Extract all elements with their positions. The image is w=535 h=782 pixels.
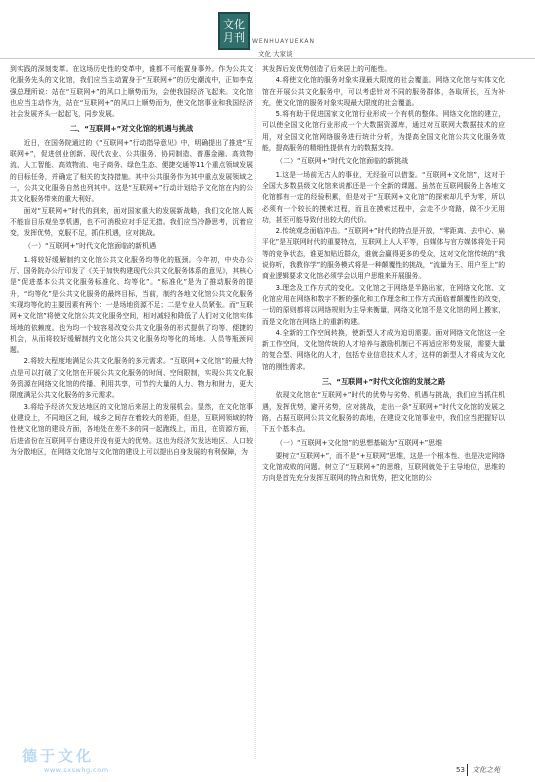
subsection-heading: （一）“互联网+文化馆”的思想基础为“互联网+”思维 <box>276 438 443 447</box>
body-paragraph: 近日，在国务院通过的《“互联网+”行动指导意见》中，明确提出了推进“互联网+”，促进创业创新、现代农业、公共服务、协同制造、普惠金融、高效物流、人工智能、高效物流、电子商务、绿色生态、便捷交通等11个重点领域发展的目标任务，并确定了相关的支持措施。其中公共服务作为其中重点发展领域之一，公共文化服务自然也列其中。这是“互联网+”行动计划给予文化馆在内的公共文化服务带来的重大利好。 <box>10 138 253 204</box>
body-paragraph: 1.这是一场前无古人的事业，无经验可以借鉴。“互联网+文化馆”，这对于全国大多数县级文化馆来说都还是一个全新的课题。虽然在互联网服务上各地文化馆都有一定的经验积累，但是对于“互联网+文化馆”的探索却几乎为零，所以必须有一个较长的摸索过程，而且在摸索过程中，会走不少弯路，做不少无用功，甚至可能导致付出较大的代价。 <box>262 170 505 224</box>
watermark-text: 德于文化 <box>22 747 95 765</box>
column-divider <box>255 64 256 759</box>
left-column <box>10 64 253 458</box>
header-title-cn: 文化 大家谈 <box>258 50 293 58</box>
section-heading: 二、“互联网+”对文化馆的机遇与挑战 <box>69 124 194 134</box>
header-rule <box>0 58 535 59</box>
right-column <box>262 64 505 485</box>
logo-char-1: 文化 <box>223 18 245 31</box>
section-heading: 三、“互联网+”时代文化馆的发展之路 <box>321 377 446 387</box>
footer-journal-name: 文化之苑 <box>472 766 500 774</box>
site-watermark <box>14 745 174 779</box>
watermark-url: www.sxswhg.com <box>44 766 109 774</box>
body-paragraph: 4.全新的工作空间转换，使新型人才成为迫切需要。面对网络文化馆这一全新工作空间，文化馆传统的人才培养与激励机制已不再适应形势发展，需要大量的复合型、网络化的人才，包括专业信息技术人才，这样的新型人才将成为文化馆的刚性需求。 <box>262 328 505 371</box>
body-paragraph: 面对“互联网+”时代的到来，面对国家重大的发展新战略，我们文化馆人既不能盲目乐观坐享机遇，也不可消极应对手足无措。我们应当冷静思考，沉着应变，发挥优势，克服不足，抓住机遇，应对挑战。 <box>10 206 253 238</box>
body-paragraph: 4.将使文化馆的服务对象实现最大限度的社会覆盖。网络文化馆与实体文化馆在开展公共文化服务中，可以考虑针对不同的服务群体，各取所长，互为补充，使文化馆的服务对象实现最大限度的社会覆盖。 <box>262 76 505 107</box>
body-paragraph: 2.将较大程度地满足公共文化服务的多元需求。“互联网+文化馆”的最大特点是可以打破了文化馆在开展公共文化服务的时间、空间限制，实现公共文化服务资源在网络文化馆的传播、利用共享，可节约大量的人力、物力和财力，更大限度满足公共文化服务的多元需求。 <box>10 357 253 400</box>
page-number: 53 <box>456 766 465 774</box>
journal-logo <box>218 12 250 50</box>
body-paragraph: 3.将给予经济欠发达地区的文化馆后来居上的发展机会。显然，在文化馆事业建设上，不同地区之间，城乡之间存在着较大的差距，但是，互联网领域的特性使文化馆的建设方面，各地处在差不多的同一起跑线上，而且，在资源方面，后进省份在互联网平台建设并没有更大的优势。这也为经济欠发达地区、人口较为分散地区，在网络文化馆与文化馆的建设上可以提出自身发展的有利保障，为 <box>10 402 253 456</box>
body-paragraph: 1.将较好缓解制约文化馆公共文化服务均等化的瓶颈。今年初，中央办公厅、国务院办公厅印发了《关于加快构建现代公共文化服务体系的意见》，其核心是“促进基本公共文化服务标准化、均等化”。“标准化”是为了推动服务的提升，“均等化”是公共文化服务的最终目标，当前，制约各地文化馆公共文化服务实现均等化的主要因素有两个：一是场地资源不足；二是专业人员紧张。而“互联网+文化馆”将使文化馆公共文化服务空间，相对减轻和降低了人们对文化馆实体场地的依赖度。也为均一个较容易改变公共文化服务的形式提供了均等、便捷的机会，从而将较好缓解制约文化馆公共文化服务均等化的场地、人员等瓶颈问题。 <box>10 255 253 355</box>
body-paragraph: 要树立“互联网+”，而不是“+互联网”思维，这是一个根本性、也是决定网络文化馆成败的问题。树立了“互联网+”的思维，互联网就处于主导地位，思维的方向是首先充分发挥互联网的特点和优势，把文化馆的公 <box>262 451 505 483</box>
page-header <box>0 0 535 72</box>
header-title-en: WENHUAYUEKAN <box>252 38 316 45</box>
body-paragraph: 3.理念及工作方式的变化。文化馆之于网络是半路出家，在网络文化馆、文化馆应用在网络和数字不断的强化和工作理念和工作方式面临着颠覆性的改变，一切的原则都将以网络规则为主导来衡量，网络文化馆不是文化馆的网上搬家，而是文化馆在网络上的重新构建。 <box>262 283 505 326</box>
subsection-heading: （二）“互联网+”时代文化馆面临的新挑战 <box>276 157 409 166</box>
body-paragraph: 到实践的深刻变革。在这场历史性的变革中，谁都不可能置身事外。作为公共文化服务先头的文化馆，我们应当主动置身于“互联网+”的历史潮流中，正如李克强总理所说：站在“互联网+”的风口上顺势而为，会使我国经济飞起来。文化馆也应当主动作为，站在“互联网+”的风口上顺势而为，使文化馆事业和我国经济社会发展齐头一起起飞，同步发展。 <box>10 65 253 119</box>
subsection-heading: （一）“互联网+”时代文化馆面临的新机遇 <box>24 242 157 251</box>
body-paragraph: 其发挥后发优势创造了后来居上的可能性。 <box>262 65 392 73</box>
body-paragraph: 5.将有助于促进国家文化馆行业形成一个有机的整体。网络文化馆的建立，可以使全国文化馆行业形成一个大数据资源库，通过对互联网大数据技术的应用，对全国文化馆网络服务进行统计分析，为提高全国文化馆公共文化服务效能，提高服务的精细性提供有力的数据支持。 <box>262 110 505 153</box>
logo-char-2: 月刊 <box>223 31 245 44</box>
footer-separator <box>467 764 468 776</box>
body-paragraph: 依现文化馆在“互联网+”时代的优势与劣势、机遇与挑战，我们应当抓住机遇，发挥优势，避开劣势，应对挑战，走出一条“互联网+”时代文化馆的发展之路，占据互联网公共文化服务的高地，在建设文化馆事业中，我们应当把握好以下五个基本点。 <box>262 391 505 434</box>
body-paragraph: 2.传统观念面临冲击。“互联网+”时代的特点是开放，“零距离、去中心、扁平化”是互联网时代的重要特点，互联网上人人平等，自媒体与官方媒体将处于同等的竞争状态，谁更加贴近群众，谁就会赢得更多的受众，这对文化馆传统的“我说你听，我教你学”的服务模式将是一种颠覆性的挑战，“流量为王、用户至上”的商业逻辑要求文化馆必须学会以用户思维来开展服务。 <box>262 227 505 281</box>
